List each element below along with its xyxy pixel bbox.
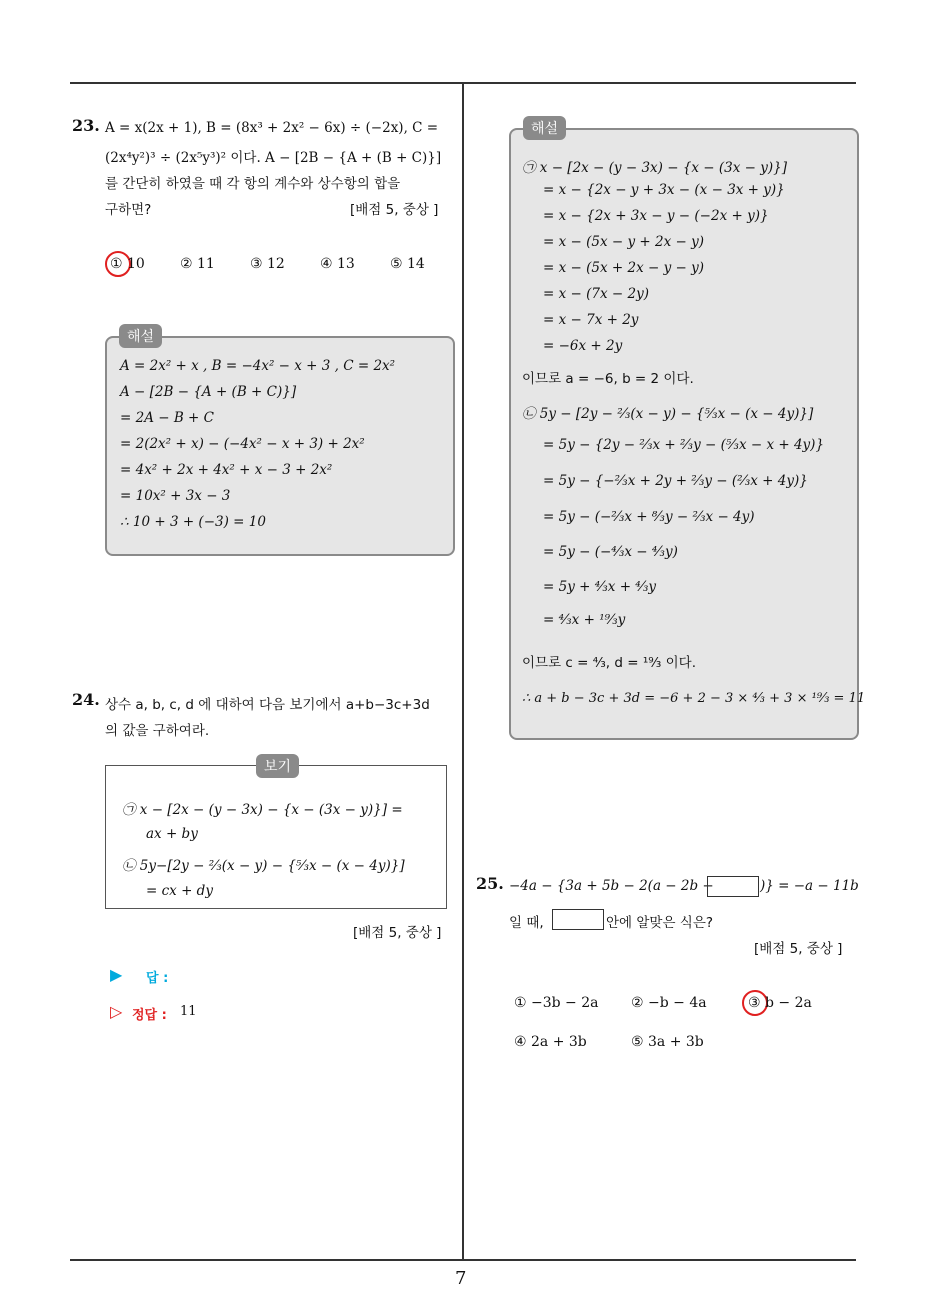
sol23-line-4: = 2(2x² + x) − (−4x² − x + 3) + 2x² bbox=[120, 436, 365, 452]
sol24-line-3: = x − {2x + 3x − y − (−2x + y)} bbox=[543, 208, 769, 224]
answer-arrow-icon: ▶ bbox=[110, 965, 123, 984]
sol24-line-5: = x − (5x + 2x − y − y) bbox=[543, 260, 704, 276]
q25-line-2-right: 안에 알맞은 식은? bbox=[606, 915, 714, 931]
q24-line-2: 의 값을 구하여라. bbox=[105, 723, 210, 739]
q23-choice-1[interactable]: ① 10 bbox=[110, 256, 145, 272]
q23-line-3: 를 간단히 하였을 때 각 항의 계수와 상수항의 합을 bbox=[105, 176, 401, 192]
q24-answer-label: 답 : bbox=[146, 971, 169, 986]
sol24-line-12: = 5y − {−²⁄₃x + 2y + ²⁄₃y − (²⁄₃x + 4y)} bbox=[543, 473, 808, 489]
sol24-line-1: ㉠ x − [2x − (y − 3x) − {x − (3x − y)}] bbox=[522, 160, 788, 176]
q23-choice-4[interactable]: ④ 13 bbox=[320, 256, 355, 272]
q25-choice-4[interactable]: ④ 2a + 3b bbox=[514, 1034, 587, 1050]
q24-solution-tag: 해설 bbox=[523, 116, 566, 140]
sol23-line-5: = 4x² + 2x + 4x² + x − 3 + 2x² bbox=[120, 462, 333, 478]
q24-number: 24. bbox=[72, 690, 100, 709]
sol23-line-7: ∴ 10 + 3 + (−3) = 10 bbox=[120, 514, 266, 530]
sol24-line-14: = 5y − (−⁴⁄₃x − ⁴⁄₃y) bbox=[543, 544, 678, 560]
q25-blank-box-2 bbox=[552, 909, 604, 930]
q23-line-2: (2x⁴y²)³ ÷ (2x⁵y³)² 이다. A − [2B − {A + (B + C)}] bbox=[105, 150, 442, 166]
column-divider bbox=[462, 82, 464, 1260]
sol23-line-1: A = 2x² + x , B = −4x² − x + 3 , C = 2x² bbox=[120, 358, 396, 374]
q24-box-line-4: = cx + dy bbox=[146, 883, 213, 899]
sol24-line-6: = x − (7x − 2y) bbox=[543, 286, 649, 302]
sol24-line-18: ∴ a + b − 3c + 3d = −6 + 2 − 3 × ⁴⁄₃ + 3 × ¹⁹⁄₃ = 11 bbox=[522, 691, 866, 706]
sol24-line-16: = ⁴⁄₃x + ¹⁹⁄₃y bbox=[543, 612, 626, 628]
q23-choice-5[interactable]: ⑤ 14 bbox=[390, 256, 425, 272]
q23-choice-3[interactable]: ③ 12 bbox=[250, 256, 285, 272]
q23-line-4: 구하면? bbox=[105, 202, 152, 218]
sol24-line-11: = 5y − {2y − ²⁄₃x + ²⁄₃y − (⁵⁄₃x − x + 4y)} bbox=[543, 437, 825, 453]
sol23-line-2: A − [2B − {A + (B + C)}] bbox=[120, 384, 297, 400]
sol24-line-2: = x − {2x − y + 3x − (x − 3x + y)} bbox=[543, 182, 785, 198]
q24-example-tag: 보기 bbox=[256, 754, 299, 778]
q25-choice-1[interactable]: ① −3b − 2a bbox=[514, 995, 599, 1011]
q25-line-1-left: −4a − {3a + 5b − 2(a − 2b − bbox=[509, 878, 714, 894]
sol23-line-3: = 2A − B + C bbox=[120, 410, 214, 426]
q25-score: [배점 5, 중상 ] bbox=[754, 941, 843, 957]
q23-score: [배점 5, 중상 ] bbox=[350, 202, 439, 218]
q24-box-line-3: ㉡ 5y−[2y − ²⁄₃(x − y) − {⁵⁄₃x − (x − 4y)}] bbox=[122, 858, 405, 874]
q23-number: 23. bbox=[72, 116, 100, 135]
q25-line-1-right: )} = −a − 11b bbox=[760, 878, 859, 894]
q25-blank-box bbox=[707, 876, 759, 897]
q25-number: 25. bbox=[476, 874, 504, 893]
page-number: 7 bbox=[455, 1268, 467, 1289]
sol24-line-7: = x − 7x + 2y bbox=[543, 312, 639, 328]
q24-correct-value: 11 bbox=[180, 1004, 197, 1019]
q24-box-line-2: ax + by bbox=[146, 826, 198, 842]
sol23-line-6: = 10x² + 3x − 3 bbox=[120, 488, 231, 504]
q24-box-line-1: ㉠ x − [2x − (y − 3x) − {x − (3x − y)}] = bbox=[122, 802, 403, 818]
q25-choice-2[interactable]: ② −b − 4a bbox=[631, 995, 707, 1011]
correct-arrow-icon: ▷ bbox=[110, 1002, 123, 1021]
sol24-line-17: 이므로 c = ⁴⁄₃, d = ¹⁹⁄₃ 이다. bbox=[522, 655, 697, 671]
sol24-line-10: ㉡ 5y − [2y − ²⁄₃(x − y) − {⁵⁄₃x − (x − 4y)}] bbox=[522, 406, 814, 422]
q23-solution-tag: 해설 bbox=[119, 324, 162, 348]
sol24-line-4: = x − (5x − y + 2x − y) bbox=[543, 234, 704, 250]
sol24-line-15: = 5y + ⁴⁄₃x + ⁴⁄₃y bbox=[543, 579, 657, 595]
sol24-line-13: = 5y − (−²⁄₃x + ⁸⁄₃y − ²⁄₃x − 4y) bbox=[543, 509, 755, 525]
sol24-line-9: 이므로 a = −6, b = 2 이다. bbox=[522, 371, 694, 387]
q23-line-1: A = x(2x + 1), B = (8x³ + 2x² − 6x) ÷ (−2x), C = bbox=[105, 120, 439, 136]
q24-line-1: 상수 a, b, c, d 에 대하여 다음 보기에서 a+b−3c+3d bbox=[105, 697, 430, 713]
q23-choice-2[interactable]: ② 11 bbox=[180, 256, 215, 272]
q25-line-2-left: 일 때, bbox=[509, 915, 544, 931]
q24-correct-label: 정답 : bbox=[132, 1008, 167, 1023]
q25-choice-5[interactable]: ⑤ 3a + 3b bbox=[631, 1034, 704, 1050]
bottom-rule bbox=[70, 1259, 856, 1261]
sol24-line-8: = −6x + 2y bbox=[543, 338, 623, 354]
q24-score: [배점 5, 중상 ] bbox=[353, 925, 442, 941]
q25-choice-3[interactable]: ③ b − 2a bbox=[748, 995, 812, 1011]
